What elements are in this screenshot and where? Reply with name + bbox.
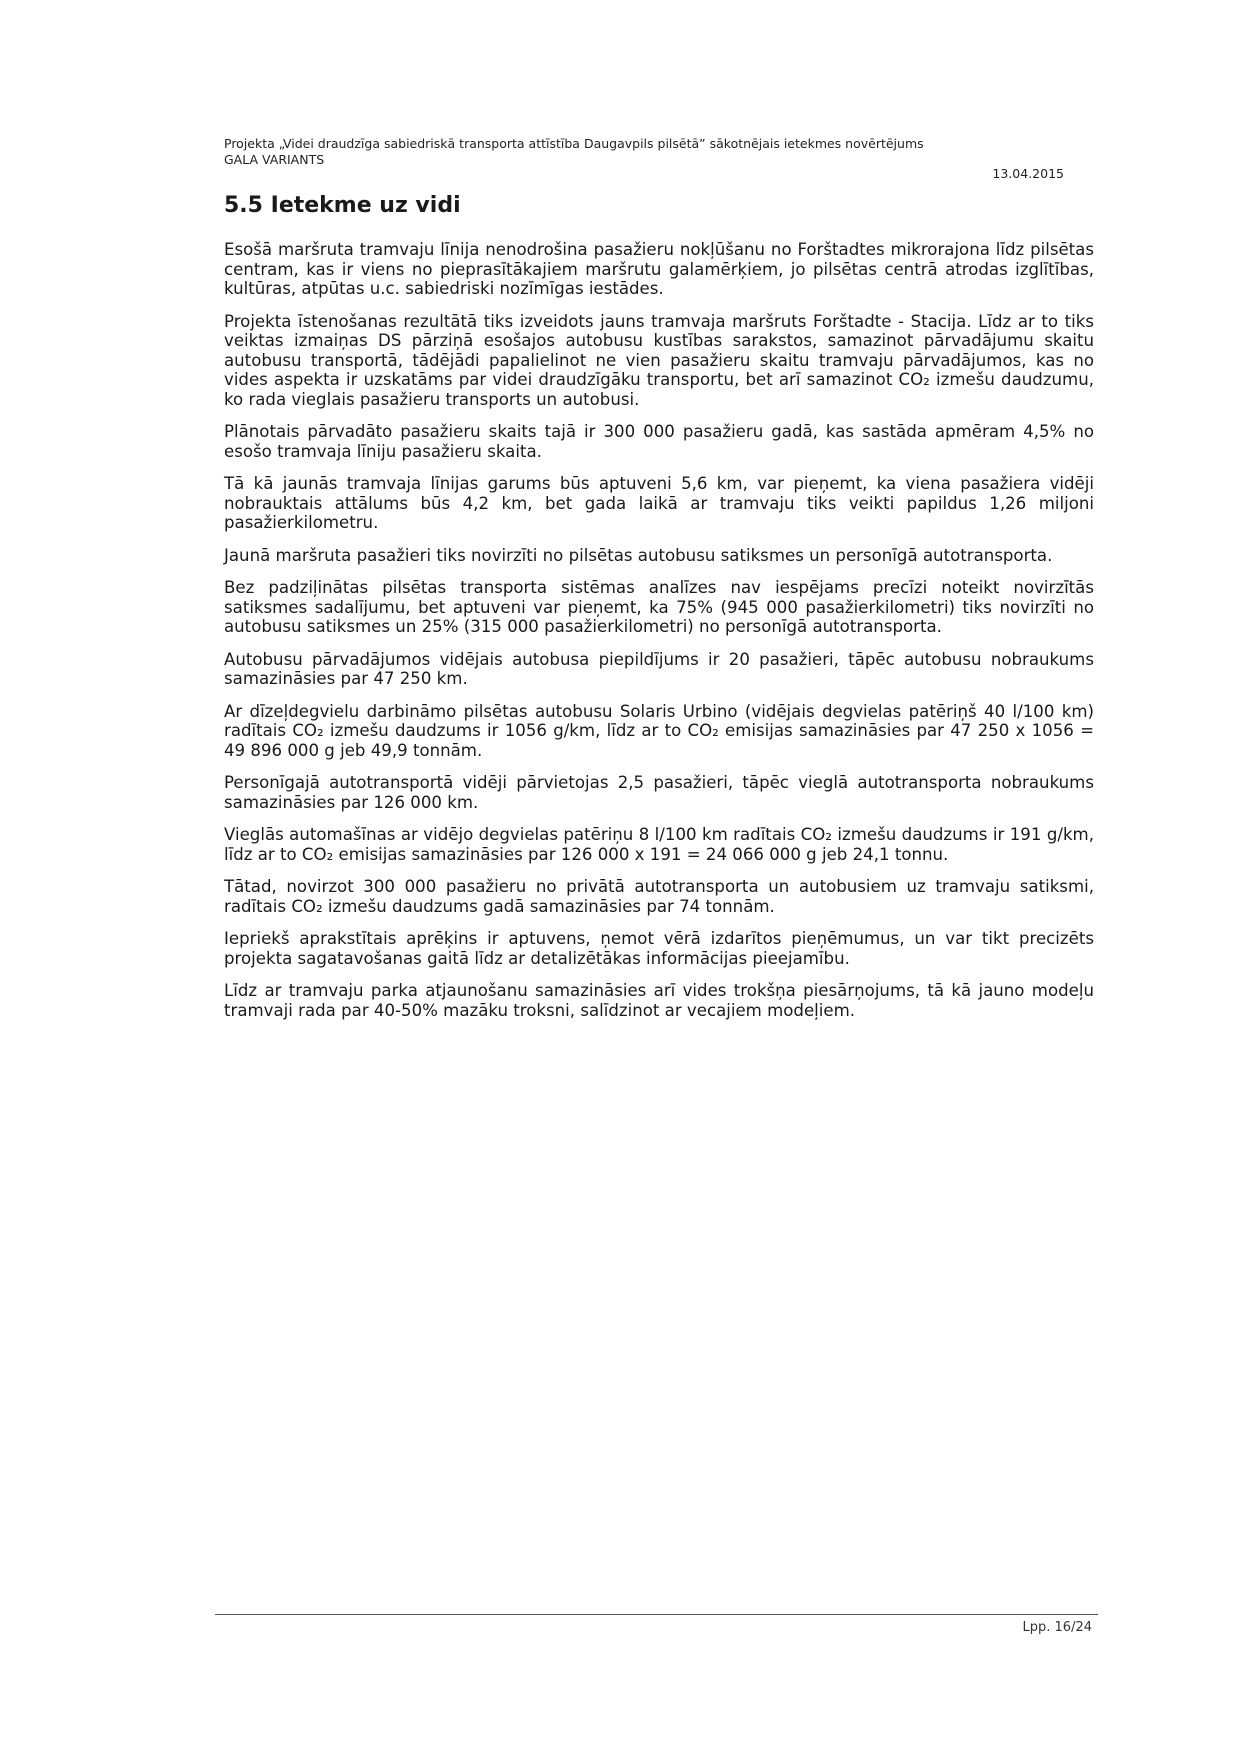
paragraph: Projekta īstenošanas rezultātā tiks izveidots jauns tramvaja maršruts Forštadte - Stacija. Līdz ar to tiks veiktas izmaiņas DS pārziņā esošajos autobusu kustības sarakstos, samazinot pārvadājumu skaitu autobusu transportā, tādējādi papalielinot ne vien pasažieru skaitu tramvaju pārvadājumos, kas no vides aspekta ir uzskatāms par videi draudzīgāku transportu, bet arī samazinot CO₂ izmešu daudzumu, ko rada vieglais pasažieru transports un autobusi. (224, 311, 1094, 409)
page-header (224, 136, 1064, 181)
footer-divider (215, 1614, 1098, 1615)
paragraph: Jaunā maršruta pasažieri tiks novirzīti no pilsētas autobusu satiksmes un personīgā autotransporta. (224, 545, 1053, 565)
paragraph: Iepriekš aprakstītais aprēķins ir aptuvens, ņemot vērā izdarītos pieņēmumus, un var tikt precizēts projekta sagatavošanas gaitā līdz ar detalizētākas informācijas pieejamību. (224, 929, 1094, 968)
paragraph: Tā kā jaunās tramvaja līnijas garums būs aptuveni 5,6 km, var pieņemt, ka viena pasažiera vidēji nobrauktais attālums būs 4,2 km, bet gada laikā ar tramvaju tiks veikti papildus 1,26 miljoni pasažierkilometru. (224, 474, 1094, 532)
document-variant: GALA VARIANTS (224, 152, 325, 167)
project-title: Projekta „Videi draudzīga sabiedriskā transporta attīstība Daugavpils pilsētā” sākotnējais ietekmes novērtējums (224, 136, 924, 151)
paragraph: Plānotais pārvadāto pasažieru skaits tajā ir 300 000 pasažieru gadā, kas sastāda apmēram 4,5% no esošo tramvaja līniju pasažieru skaita. (224, 422, 1094, 461)
section-body (224, 240, 1094, 1033)
paragraph: Autobusu pārvadājumos vidējais autobusa piepildījums ir 20 pasažieri, tāpēc autobusu nobraukums samazināsies par 47 250 km. (224, 649, 1094, 688)
section-heading: 5.5 Ietekme uz vidi (224, 193, 461, 218)
paragraph: Personīgajā autotransportā vidēji pārvietojas 2,5 pasažieri, tāpēc vieglā autotransporta nobraukums samazināsies par 126 000 km. (224, 773, 1094, 812)
paragraph: Līdz ar tramvaju parka atjaunošanu samazināsies arī vides trokšņa piesārņojums, tā kā jauno modeļu tramvaji rada par 40-50% mazāku troksni, salīdzinot ar vecajiem modeļiem. (224, 981, 1094, 1020)
paragraph: Esošā maršruta tramvaju līnija nenodrošina pasažieru nokļūšanu no Forštadtes mikrorajona līdz pilsētas centram, kas ir viens no pieprasītākajiem maršrutu galamērķiem, jo pilsētas centrā atrodas izglītības, kultūras, atpūtas u.c. sabiedriski nozīmīgas iestādes. (224, 240, 1094, 298)
document-date: 13.04.2015 (992, 166, 1064, 181)
paragraph: Bez padziļinātas pilsētas transporta sistēmas analīzes nav iespējams precīzi noteikt novirzītās satiksmes sadalījumu, bet aptuveni var pieņemt, ka 75% (945 000 pasažierkilometri) tiks novirzīti no autobusu satiksmes un 25% (315 000 pasažierkilometri) no personīgā autotransporta. (224, 578, 1094, 636)
paragraph: Vieglās automašīnas ar vidējo degvielas patēriņu 8 l/100 km radītais CO₂ izmešu daudzums ir 191 g/km, līdz ar to CO₂ emisijas samazināsies par 126 000 x 191 = 24 066 000 g jeb 24,1 tonnu. (224, 825, 1094, 864)
paragraph: Ar dīzeļdegvielu darbināmo pilsētas autobusu Solaris Urbino (vidējais degvielas patēriņš 40 l/100 km) radītais CO₂ izmešu daudzums ir 1056 g/km, līdz ar to CO₂ emisijas samazināsies par 47 250 x 1056 = 49 896 000 g jeb 49,9 tonnām. (224, 701, 1094, 760)
page-number: Lpp. 16/24 (1022, 1620, 1092, 1635)
paragraph: Tātad, novirzot 300 000 pasažieru no privātā autotransporta un autobusiem uz tramvaju satiksmi, radītais CO₂ izmešu daudzums gadā samazināsies par 74 tonnām. (224, 877, 1094, 916)
